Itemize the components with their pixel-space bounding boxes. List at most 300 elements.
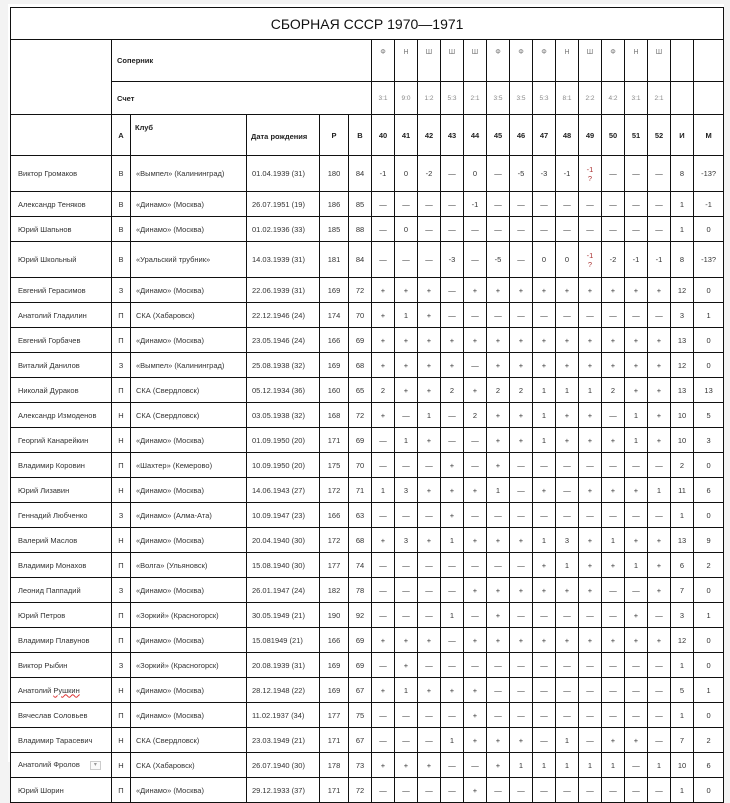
- player-row: [11, 503, 724, 528]
- game-cell: —: [602, 156, 625, 192]
- header-height: Р: [320, 115, 349, 156]
- score-cell: 5:3: [533, 82, 556, 115]
- player-row: [11, 303, 724, 328]
- game-cell: —: [602, 578, 625, 603]
- game-cell: —: [464, 217, 487, 242]
- player-total-goals: 0: [694, 628, 724, 653]
- player-weight: 85: [349, 192, 372, 217]
- game-cell: —: [533, 503, 556, 528]
- game-cell: +: [487, 278, 510, 303]
- game-cell: —: [418, 453, 441, 478]
- game-cell: +: [579, 553, 602, 578]
- game-cell: +: [372, 403, 395, 428]
- score-cell: 5:3: [441, 82, 464, 115]
- header-position: А: [112, 115, 131, 156]
- player-row: [11, 553, 724, 578]
- game-cell: —: [602, 303, 625, 328]
- game-cell: -1: [648, 242, 671, 278]
- game-cell: +: [372, 303, 395, 328]
- game-cell: +: [648, 528, 671, 553]
- player-birth: 03.05.1938 (32): [247, 403, 320, 428]
- player-total-goals: 5: [694, 403, 724, 428]
- player-name-cell: [11, 603, 112, 628]
- game-cell: —: [625, 778, 648, 803]
- game-cell: -1: [625, 242, 648, 278]
- game-cell: —: [648, 603, 671, 628]
- player-name: Александр Измоденов: [18, 410, 97, 420]
- player-name: Геннадий Любченко: [18, 510, 88, 520]
- game-cell: —: [602, 653, 625, 678]
- uncertain-value: -1 ?: [586, 164, 594, 183]
- player-weight: 68: [349, 528, 372, 553]
- game-cell: 2: [372, 378, 395, 403]
- game-cell: —: [441, 217, 464, 242]
- player-birth: 26.01.1947 (24): [247, 578, 320, 603]
- game-cell: —: [510, 303, 533, 328]
- game-cell: 2: [602, 378, 625, 403]
- game-cell: +: [464, 728, 487, 753]
- game-cell: 2: [441, 378, 464, 403]
- game-cell: +: [625, 378, 648, 403]
- empty-cell: [694, 40, 724, 82]
- player-weight: 65: [349, 378, 372, 403]
- game-cell: +: [464, 578, 487, 603]
- player-name: Вячеслав Соловьев: [18, 710, 88, 720]
- game-cell: +: [441, 353, 464, 378]
- player-position: П: [112, 453, 131, 478]
- header-birth: Дата рождения: [247, 115, 320, 156]
- game-cell: 1: [441, 728, 464, 753]
- game-cell: 1: [556, 378, 579, 403]
- player-height: 171: [320, 428, 349, 453]
- game-cell: 1: [418, 403, 441, 428]
- game-cell: 3: [395, 478, 418, 503]
- player-club: СКА (Свердловск): [131, 378, 247, 403]
- game-cell: —: [648, 728, 671, 753]
- player-birth: 22.12.1946 (24): [247, 303, 320, 328]
- score-cell: 3:5: [487, 82, 510, 115]
- player-name-cell: [11, 478, 112, 503]
- game-cell: —: [625, 703, 648, 728]
- game-cell: +: [533, 578, 556, 603]
- player-name-cell: [11, 678, 112, 703]
- player-total-games: 10: [671, 403, 694, 428]
- player-name-cell: [11, 503, 112, 528]
- game-cell: —: [602, 703, 625, 728]
- player-club: «Динамо» (Москва): [131, 328, 247, 353]
- game-cell: —: [464, 603, 487, 628]
- player-name: Юрий Петров: [18, 610, 66, 620]
- game-cell: —: [464, 503, 487, 528]
- game-cell: -5: [487, 242, 510, 278]
- game-cell: —: [418, 778, 441, 803]
- game-cell: —: [441, 278, 464, 303]
- player-row: [11, 753, 724, 778]
- player-birth: 10.09.1950 (20): [247, 453, 320, 478]
- player-total-goals: 0: [694, 653, 724, 678]
- game-cell: +: [464, 528, 487, 553]
- player-name-cell: [11, 753, 112, 778]
- game-cell: —: [372, 603, 395, 628]
- player-name: Юрий Школьный: [18, 255, 77, 264]
- player-total-games: 1: [671, 703, 694, 728]
- game-cell: —: [464, 653, 487, 678]
- player-height: 185: [320, 217, 349, 242]
- game-cell: -1: [464, 192, 487, 217]
- game-cell: —: [441, 778, 464, 803]
- opponent-cell: Ш: [441, 40, 464, 82]
- player-height: 160: [320, 378, 349, 403]
- player-height: 169: [320, 353, 349, 378]
- game-cell: +: [418, 278, 441, 303]
- game-cell: —: [372, 242, 395, 278]
- player-height: 171: [320, 728, 349, 753]
- game-cell: —: [395, 728, 418, 753]
- game-cell: -2: [418, 156, 441, 192]
- player-club: «Уральский трубник»: [131, 242, 247, 278]
- game-cell: +: [602, 478, 625, 503]
- game-cell: 1: [533, 403, 556, 428]
- player-row: [11, 453, 724, 478]
- player-total-games: 1: [671, 778, 694, 803]
- game-cell: +: [418, 528, 441, 553]
- player-height: 175: [320, 453, 349, 478]
- game-cell: 1: [395, 678, 418, 703]
- player-row: [11, 353, 724, 378]
- player-position: Н: [112, 678, 131, 703]
- player-total-games: 8: [671, 156, 694, 192]
- player-name-cell: [11, 242, 112, 278]
- game-cell: —: [556, 503, 579, 528]
- game-cell: +: [487, 603, 510, 628]
- game-cell: —: [464, 553, 487, 578]
- game-cell: —: [418, 553, 441, 578]
- header-club: Клуб: [131, 115, 247, 156]
- game-cell: —: [418, 703, 441, 728]
- header-weight: В: [349, 115, 372, 156]
- game-cell: —: [510, 653, 533, 678]
- empty-cell: [671, 40, 694, 82]
- game-cell: —: [533, 653, 556, 678]
- game-cell: —: [487, 217, 510, 242]
- game-cell: +: [602, 428, 625, 453]
- game-cell: +: [441, 328, 464, 353]
- game-cell: —: [464, 753, 487, 778]
- player-club: «Зоркий» (Красногорск): [131, 653, 247, 678]
- score-cell: 2:1: [648, 82, 671, 115]
- player-weight: 70: [349, 453, 372, 478]
- score-cell: 3:1: [372, 82, 395, 115]
- game-cell: —: [487, 778, 510, 803]
- player-weight: 73: [349, 753, 372, 778]
- player-total-goals: 0: [694, 217, 724, 242]
- game-cell: +: [510, 428, 533, 453]
- game-cell: —: [372, 192, 395, 217]
- game-cell: —: [418, 217, 441, 242]
- player-height: 172: [320, 478, 349, 503]
- game-cell: —: [533, 728, 556, 753]
- empty-cell: [671, 82, 694, 115]
- player-total-games: 1: [671, 192, 694, 217]
- player-row: [11, 603, 724, 628]
- player-birth: 26.07.1940 (30): [247, 753, 320, 778]
- player-total-games: 13: [671, 528, 694, 553]
- player-name-cell: [11, 628, 112, 653]
- game-cell: +: [625, 328, 648, 353]
- player-row: [11, 156, 724, 192]
- player-weight: 69: [349, 328, 372, 353]
- game-cell: +: [648, 328, 671, 353]
- game-cell: +: [579, 528, 602, 553]
- game-cell: —: [464, 453, 487, 478]
- game-cell: —: [464, 428, 487, 453]
- game-cell: —: [418, 192, 441, 217]
- player-height: 181: [320, 242, 349, 278]
- player-birth: 14.03.1939 (31): [247, 242, 320, 278]
- player-weight: 69: [349, 653, 372, 678]
- game-cell: +: [579, 328, 602, 353]
- game-cell: +: [533, 278, 556, 303]
- player-position: В: [112, 192, 131, 217]
- game-cell: —: [372, 453, 395, 478]
- game-cell: +: [510, 403, 533, 428]
- score-cell: 3:5: [510, 82, 533, 115]
- player-name-cell: [11, 353, 112, 378]
- chevron-down-icon[interactable]: ▾: [90, 761, 101, 770]
- player-height: 168: [320, 403, 349, 428]
- game-cell: 1: [533, 753, 556, 778]
- player-height: 174: [320, 303, 349, 328]
- game-cell: +: [648, 353, 671, 378]
- player-weight: 70: [349, 303, 372, 328]
- game-cell: —: [556, 653, 579, 678]
- game-cell: 3: [556, 528, 579, 553]
- game-cell: —: [487, 653, 510, 678]
- game-cell: +: [510, 628, 533, 653]
- game-cell: —: [441, 553, 464, 578]
- game-cell: +: [579, 628, 602, 653]
- game-cell: 1: [372, 478, 395, 503]
- player-height: 178: [320, 753, 349, 778]
- player-club: СКА (Хабаровск): [131, 303, 247, 328]
- player-total-games: 6: [671, 553, 694, 578]
- game-cell: +: [487, 453, 510, 478]
- game-cell: 1: [510, 753, 533, 778]
- game-cell: +: [556, 403, 579, 428]
- game-cell: +: [464, 328, 487, 353]
- game-cell: —: [395, 778, 418, 803]
- game-cell: —: [579, 678, 602, 703]
- game-cell: —: [579, 503, 602, 528]
- player-birth: 29.12.1933 (37): [247, 778, 320, 803]
- player-name-cell: [11, 578, 112, 603]
- score-row: [11, 82, 724, 115]
- column-header-row: [11, 115, 724, 156]
- game-cell: +: [441, 503, 464, 528]
- game-cell: -3: [441, 242, 464, 278]
- game-cell: —: [464, 303, 487, 328]
- game-cell: +: [579, 578, 602, 603]
- player-row: [11, 578, 724, 603]
- game-cell: —: [395, 503, 418, 528]
- player-birth: 15.08.1940 (30): [247, 553, 320, 578]
- game-cell: +: [556, 428, 579, 453]
- player-club: «Динамо» (Москва): [131, 678, 247, 703]
- game-cell: +: [464, 628, 487, 653]
- player-position: З: [112, 653, 131, 678]
- player-name: Владимир Коровин: [18, 460, 85, 470]
- game-cell: —: [602, 503, 625, 528]
- player-total-goals: 0: [694, 578, 724, 603]
- player-total-goals: 0: [694, 503, 724, 528]
- score-cell: 3:1: [625, 82, 648, 115]
- player-row: [11, 242, 724, 278]
- player-total-goals: 3: [694, 428, 724, 453]
- player-total-goals: 0: [694, 778, 724, 803]
- player-total-goals: 1: [694, 303, 724, 328]
- player-height: 166: [320, 503, 349, 528]
- player-height: 182: [320, 578, 349, 603]
- score-cell: 2:2: [579, 82, 602, 115]
- game-cell: —: [510, 242, 533, 278]
- player-height: 177: [320, 553, 349, 578]
- game-cell: +: [418, 678, 441, 703]
- game-cell: +: [372, 753, 395, 778]
- opponent-cell: Н: [395, 40, 418, 82]
- player-name-cell: [11, 453, 112, 478]
- header-game-41: 41: [395, 115, 418, 156]
- game-cell: —: [372, 778, 395, 803]
- player-name-cell: [11, 217, 112, 242]
- header-total-goals: М: [694, 115, 724, 156]
- game-cell: —: [533, 192, 556, 217]
- player-row: [11, 678, 724, 703]
- game-cell: 1: [625, 428, 648, 453]
- player-position: З: [112, 503, 131, 528]
- player-weight: 72: [349, 403, 372, 428]
- game-cell: —: [372, 703, 395, 728]
- game-cell: —: [441, 403, 464, 428]
- player-row: [11, 778, 724, 803]
- game-cell: —: [372, 217, 395, 242]
- player-position: П: [112, 303, 131, 328]
- player-name-cell: [11, 303, 112, 328]
- player-birth: 01.09.1950 (20): [247, 428, 320, 453]
- player-name-cell: [11, 328, 112, 353]
- game-cell: 1: [533, 378, 556, 403]
- game-cell: —: [418, 503, 441, 528]
- game-cell: —: [602, 192, 625, 217]
- player-total-games: 7: [671, 578, 694, 603]
- game-cell: +: [487, 578, 510, 603]
- game-cell: +: [464, 703, 487, 728]
- player-total-goals: 13: [694, 378, 724, 403]
- player-birth: 01.04.1939 (31): [247, 156, 320, 192]
- header-game-40: 40: [372, 115, 395, 156]
- game-cell: +: [602, 553, 625, 578]
- player-position: П: [112, 603, 131, 628]
- game-cell: 2: [487, 378, 510, 403]
- score-cell: 8:1: [556, 82, 579, 115]
- player-total-games: 1: [671, 503, 694, 528]
- player-total-games: 10: [671, 753, 694, 778]
- game-cell: —: [510, 192, 533, 217]
- game-cell: +: [395, 653, 418, 678]
- player-total-goals: -13?: [694, 156, 724, 192]
- game-cell: +: [418, 303, 441, 328]
- game-cell: +: [487, 353, 510, 378]
- player-total-goals: 0: [694, 278, 724, 303]
- game-cell: —: [510, 217, 533, 242]
- game-cell: —: [648, 453, 671, 478]
- game-cell: +: [556, 328, 579, 353]
- player-birth: 01.02.1936 (33): [247, 217, 320, 242]
- game-cell: —: [579, 653, 602, 678]
- game-cell: —: [648, 156, 671, 192]
- game-cell: 1: [395, 303, 418, 328]
- game-cell: —: [533, 603, 556, 628]
- game-cell: —: [556, 603, 579, 628]
- player-position: Н: [112, 528, 131, 553]
- game-cell: [579, 156, 602, 192]
- player-height: 169: [320, 653, 349, 678]
- game-cell: 1: [579, 753, 602, 778]
- game-cell: +: [395, 353, 418, 378]
- player-weight: 72: [349, 278, 372, 303]
- game-cell: +: [533, 553, 556, 578]
- player-weight: 69: [349, 628, 372, 653]
- player-club: «Динамо» (Алма-Ата): [131, 503, 247, 528]
- game-cell: —: [441, 192, 464, 217]
- player-name-cell: [11, 278, 112, 303]
- game-cell: —: [510, 778, 533, 803]
- game-cell: +: [533, 628, 556, 653]
- game-cell: +: [395, 278, 418, 303]
- game-cell: +: [579, 478, 602, 503]
- game-cell: 1: [533, 528, 556, 553]
- game-cell: -1: [556, 156, 579, 192]
- player-name-cell: [11, 428, 112, 453]
- game-cell: 1: [579, 378, 602, 403]
- game-cell: +: [579, 428, 602, 453]
- game-cell: —: [441, 703, 464, 728]
- game-cell: +: [510, 578, 533, 603]
- empty-cell: [694, 82, 724, 115]
- game-cell: —: [418, 653, 441, 678]
- game-cell: +: [487, 328, 510, 353]
- player-name-cell: [11, 653, 112, 678]
- game-cell: +: [441, 453, 464, 478]
- page-title: СБОРНАЯ СССР 1970—1971: [11, 8, 724, 40]
- game-cell: -1: [372, 156, 395, 192]
- game-cell: +: [395, 628, 418, 653]
- player-name: Анатолий Фролов: [18, 760, 80, 770]
- game-cell: +: [648, 628, 671, 653]
- player-club: «Динамо» (Москва): [131, 478, 247, 503]
- game-cell: —: [487, 703, 510, 728]
- game-cell: 3: [395, 528, 418, 553]
- game-cell: 1: [487, 478, 510, 503]
- player-position: П: [112, 703, 131, 728]
- game-cell: —: [556, 453, 579, 478]
- game-cell: —: [510, 678, 533, 703]
- opponent-cell: Н: [625, 40, 648, 82]
- player-birth: 15.081949 (21): [247, 628, 320, 653]
- opponent-row: [11, 40, 724, 82]
- game-cell: 1: [625, 553, 648, 578]
- header-game-46: 46: [510, 115, 533, 156]
- game-cell: —: [418, 578, 441, 603]
